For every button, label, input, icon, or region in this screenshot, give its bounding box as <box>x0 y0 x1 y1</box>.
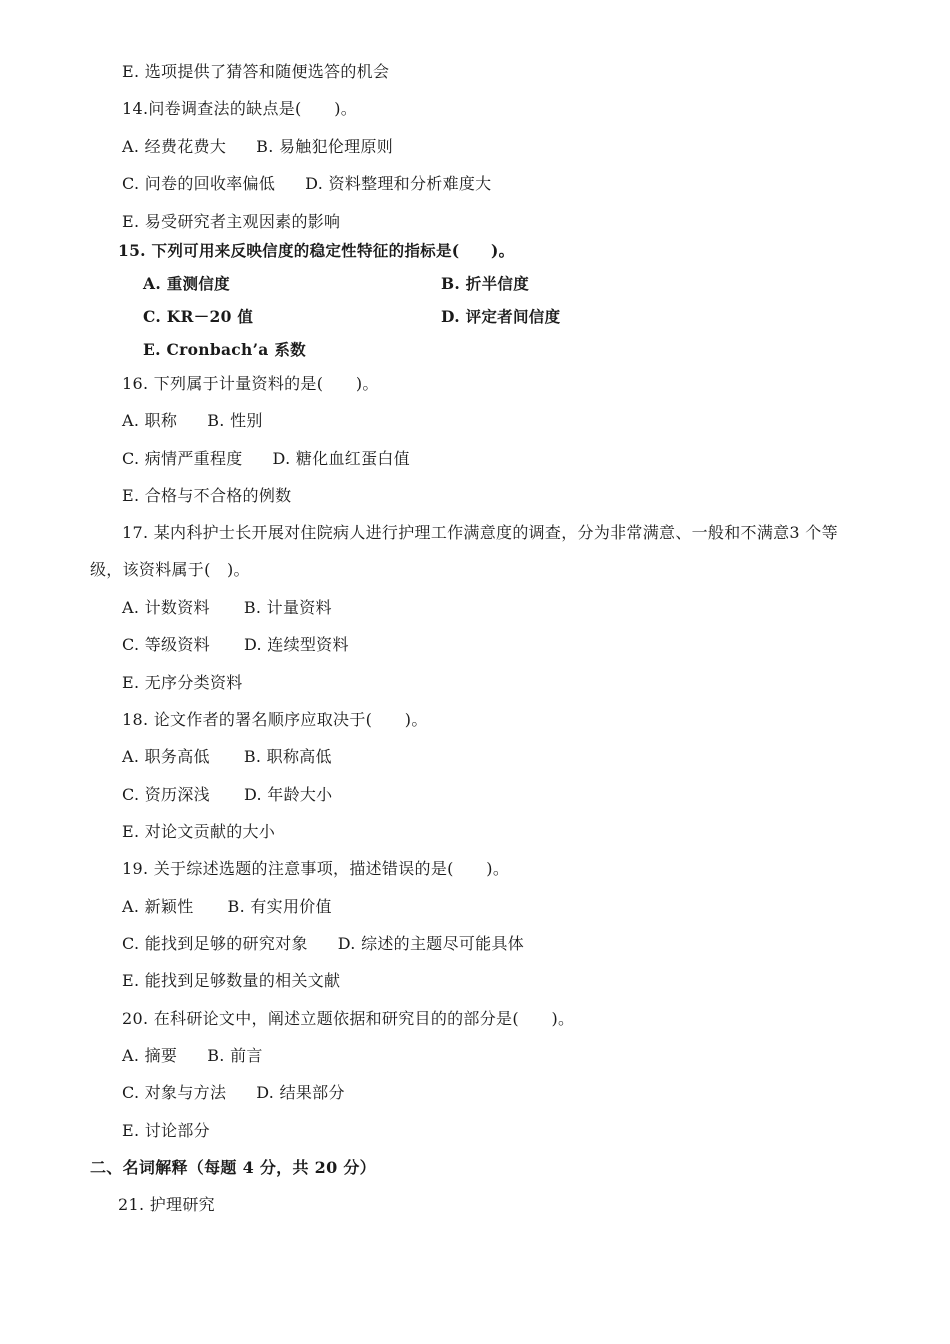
q19-options-ab <box>122 897 332 917</box>
q19-options-cd <box>122 934 524 954</box>
section2-heading: 二、名词解释（每题 4 分，共 20 分） <box>90 1158 376 1177</box>
q19-option-a: A. 新颖性 <box>122 897 194 916</box>
q17-option-e: E. 无序分类资料 <box>122 673 243 692</box>
q20-stem: 20. 在科研论文中，阐述立题依据和研究目的的部分是( )。 <box>122 1009 575 1028</box>
q18-option-a: A. 职务高低 <box>122 747 210 766</box>
q14-options-ab <box>122 137 393 157</box>
q15-stem: 15. 下列可用来反映信度的稳定性特征的指标是( )。 <box>118 241 515 260</box>
q17-options-ab <box>122 598 332 618</box>
q16-options-ab <box>122 411 263 431</box>
q20-option-e: E. 讨论部分 <box>122 1121 210 1140</box>
q17-option-a: A. 计数资料 <box>122 598 210 617</box>
q16-options-cd <box>122 449 410 469</box>
q15-option-a: A. 重测信度 <box>143 274 230 293</box>
q14-stem: 14.问卷调查法的缺点是( )。 <box>122 99 358 118</box>
q14-options-cd <box>122 174 492 194</box>
q14-option-b: B. 易触犯伦理原则 <box>256 137 394 156</box>
q16-option-a: A. 职称 <box>122 411 178 430</box>
q18-option-b: B. 职称高低 <box>243 747 332 766</box>
q20-option-c: C. 对象与方法 <box>122 1083 227 1102</box>
q18-options-ab <box>122 747 332 767</box>
q14-option-a: A. 经费花费大 <box>122 137 227 156</box>
q15-option-d: D. 评定者间信度 <box>441 307 561 326</box>
q17-option-c: C. 等级资料 <box>122 635 210 654</box>
q17-option-b: B. 计量资料 <box>243 598 332 617</box>
q17-options-cd <box>122 635 349 655</box>
q20-option-b: B. 前言 <box>207 1046 263 1065</box>
q19-option-d: D. 综述的主题尽可能具体 <box>337 934 525 953</box>
q17-stem-line2: 级，该资料属于( )。 <box>90 560 250 579</box>
q16-option-d: D. 糖化血红蛋白值 <box>272 449 410 468</box>
q14-option-d: D. 资料整理和分析难度大 <box>305 174 492 193</box>
q19-stem: 19. 关于综述选题的注意事项，描述错误的是( )。 <box>122 859 510 878</box>
q20-options-ab <box>122 1046 263 1066</box>
q13-option-e: E. 选项提供了猜答和随便选答的机会 <box>122 62 390 81</box>
q18-option-c: C. 资历深浅 <box>122 785 210 804</box>
q19-option-e: E. 能找到足够数量的相关文献 <box>122 971 341 990</box>
q15-option-c: C. KR－20 值 <box>143 307 254 326</box>
q18-options-cd <box>122 785 332 805</box>
q15-option-b: B. 折半信度 <box>441 274 529 293</box>
q18-option-d: D. 年龄大小 <box>243 785 333 804</box>
q16-stem: 16. 下列属于计量资料的是( )。 <box>122 374 379 393</box>
q20-option-a: A. 摘要 <box>122 1046 178 1065</box>
q17-stem-line1: 17. 某内科护士长开展对住院病人进行护理工作满意度的调查，分为非常满意、一般和不满意3 个等 <box>122 523 838 542</box>
q17-option-d: D. 连续型资料 <box>243 635 349 654</box>
q16-option-b: B. 性别 <box>207 411 263 430</box>
q19-option-b: B. 有实用价值 <box>227 897 332 916</box>
q16-option-c: C. 病情严重程度 <box>122 449 243 468</box>
q19-option-c: C. 能找到足够的研究对象 <box>122 934 308 953</box>
q14-option-e: E. 易受研究者主观因素的影响 <box>122 212 341 231</box>
q16-option-e: E. 合格与不合格的例数 <box>122 486 292 505</box>
q18-option-e: E. 对论文贡献的大小 <box>122 822 276 841</box>
q18-stem: 18. 论文作者的署名顺序应取决于( )。 <box>122 710 428 729</box>
q15-option-e: E. Cronbach’a 系数 <box>143 340 306 359</box>
q14-option-c: C. 问卷的回收率偏低 <box>122 174 276 193</box>
q20-options-cd <box>122 1083 345 1103</box>
q21-stem: 21. 护理研究 <box>118 1195 215 1214</box>
q20-option-d: D. 结果部分 <box>256 1083 345 1102</box>
